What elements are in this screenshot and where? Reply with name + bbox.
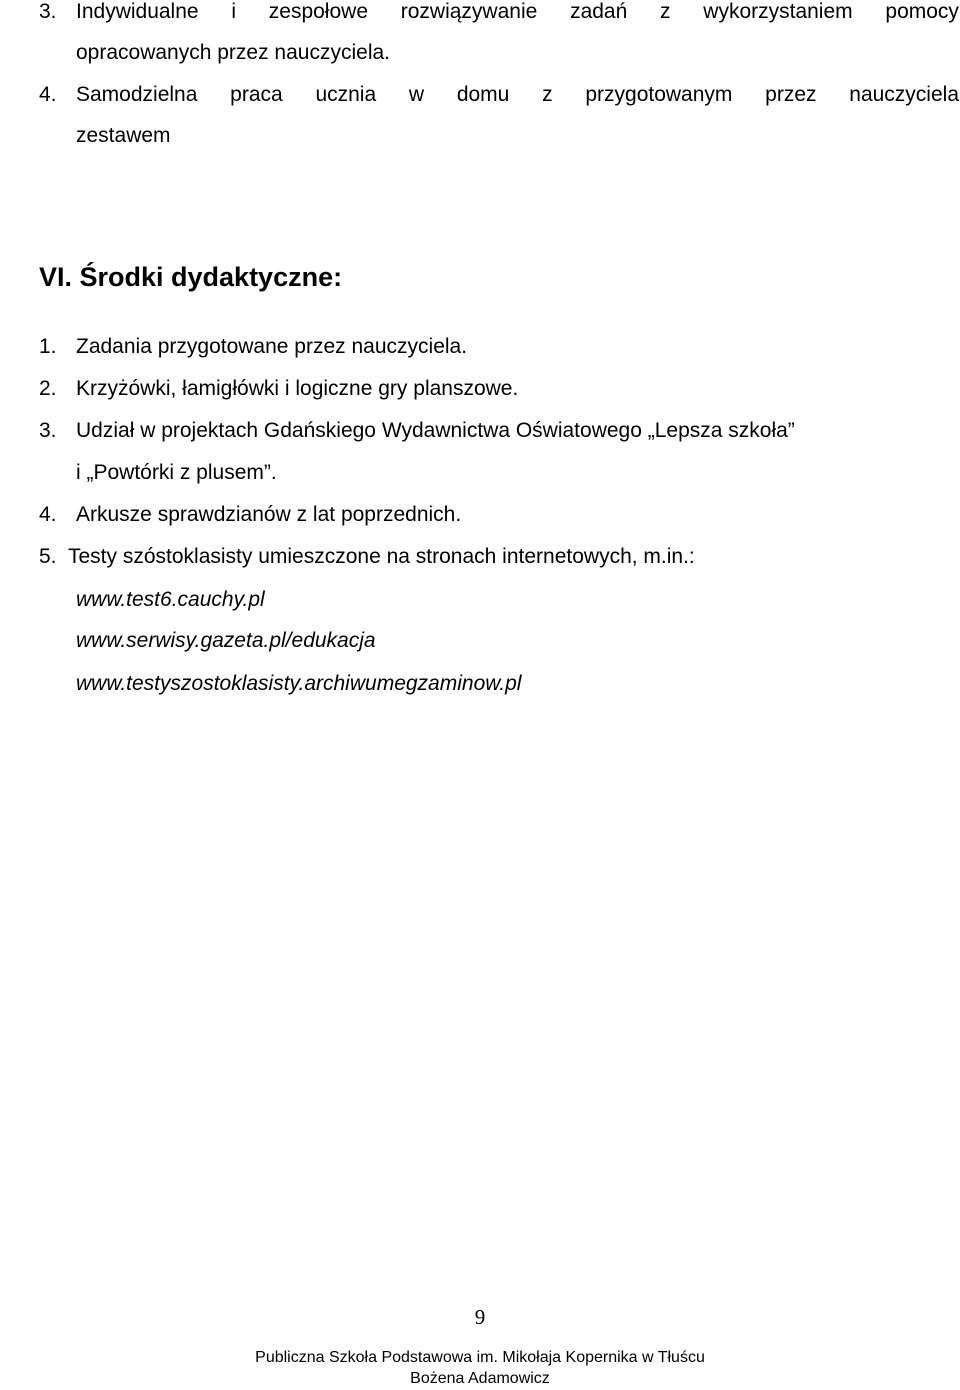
word: z (542, 83, 553, 106)
link-gazeta-edukacja[interactable]: www.serwisy.gazeta.pl/edukacja (76, 629, 376, 652)
top-list-item-4-continuation: zestawem (76, 124, 171, 147)
word: przygotowanym (585, 83, 733, 106)
word: z (660, 0, 671, 23)
word: pomocy (885, 0, 959, 23)
word: domu (456, 83, 510, 106)
top-list-item-3-line1 (76, 0, 959, 33)
list-number: 4. (39, 503, 57, 526)
word: przez (765, 83, 817, 106)
footer-author: Bożena Adamowicz (410, 1370, 550, 1387)
word: wykorzystaniem (703, 0, 853, 23)
word: zadań (570, 0, 628, 23)
list-text: Testy szóstoklasisty umieszczone na stronach internetowych, m.in.: (68, 545, 695, 568)
list-number: 2. (39, 377, 57, 400)
list-number: 3. (39, 0, 57, 23)
word: nauczyciela (849, 83, 959, 106)
list-number: 4. (39, 83, 57, 106)
list-number: 3. (39, 419, 57, 442)
word: praca (230, 83, 283, 106)
word: w (408, 83, 425, 106)
word: i (231, 0, 237, 23)
word: zespołowe (268, 0, 368, 23)
word: rozwiązywanie (400, 0, 538, 23)
link-test6[interactable]: www.test6.cauchy.pl (76, 588, 265, 611)
section-item-3-continuation: i „Powtórki z plusem”. (76, 461, 277, 484)
top-list-item-4-line1 (76, 74, 959, 116)
link-archiwum-egzaminow[interactable]: www.testyszostoklasisty.archiwumegzaminow.pl (76, 672, 522, 695)
list-number: 1. (39, 335, 57, 358)
page-number: 9 (474, 1305, 486, 1329)
word: ucznia (315, 83, 377, 106)
list-text: Zadania przygotowane przez nauczyciela. (76, 335, 468, 358)
word: Indywidualne (76, 0, 199, 23)
word: Samodzielna (76, 83, 198, 106)
list-text: Udział w projektach Gdańskiego Wydawnictwa Oświatowego „Lepsza szkoła” (76, 419, 795, 442)
footer-school: Publiczna Szkoła Podstawowa im. Mikołaja Kopernika w Tłuścu (255, 1349, 705, 1366)
section-heading: VI. Środki dydaktyczne: (39, 262, 343, 292)
list-text: Krzyżówki, łamigłówki i logiczne gry planszowe. (76, 377, 519, 400)
top-list-item-3-continuation: opracowanych przez nauczyciela. (76, 41, 390, 64)
list-number: 5. (39, 545, 57, 568)
list-text: Arkusze sprawdzianów z lat poprzednich. (76, 503, 462, 526)
